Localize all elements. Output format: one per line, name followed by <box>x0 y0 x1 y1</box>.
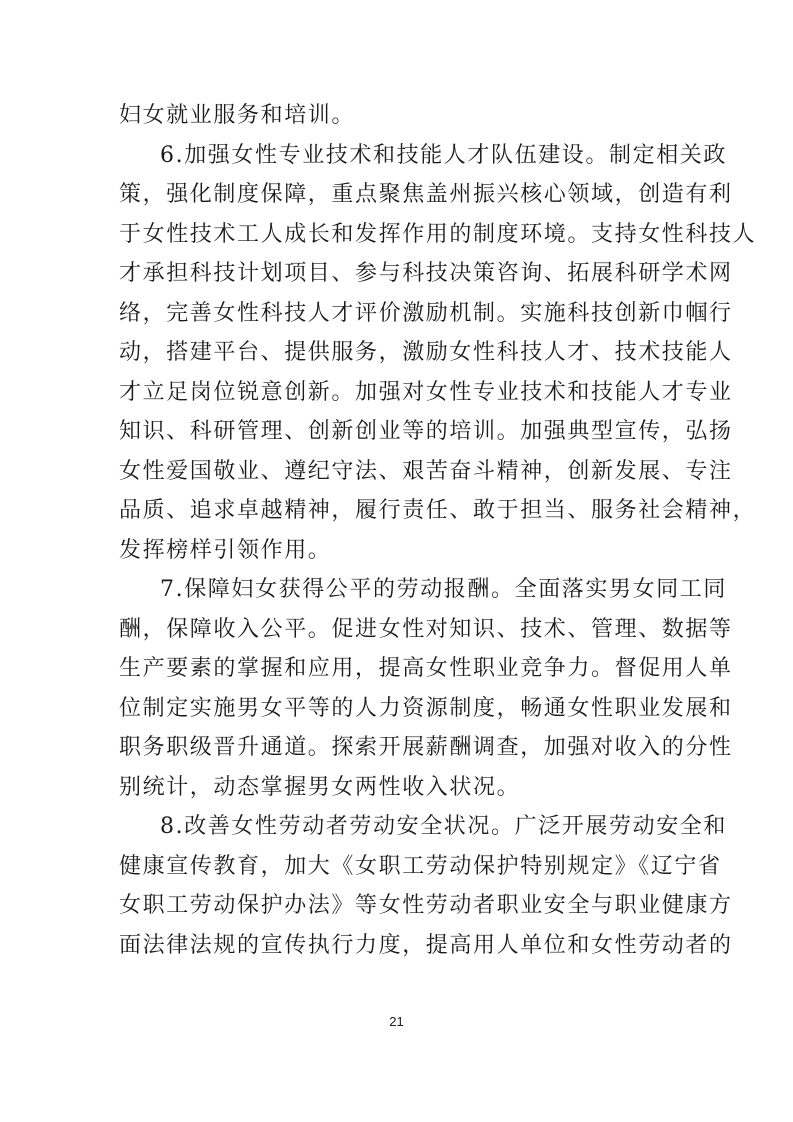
text-line: 才立足岗位锐意创新。加强对女性专业技术和技能人才专业 <box>119 379 733 405</box>
text-line: 策，强化制度保障，重点聚焦盖州振兴核心领域，创造有利 <box>119 182 733 207</box>
text-line: 女职工劳动保护办法》等女性劳动者职业安全与职业健康方 <box>119 893 733 918</box>
text-line: 女性爱国敬业、遵纪守法、艰苦奋斗精神，创新发展、专注 <box>119 458 733 484</box>
paragraph-6-heading-line: 6.加强女性专业技术和技能人才队伍建设。制定相关政 <box>160 142 727 168</box>
text-line: 动，搭建平台、提供服务，激励女性科技人才、技术技能人 <box>119 340 733 365</box>
text-line: 位制定实施男女平等的人力资源制度，畅通女性职业发展和 <box>119 695 733 721</box>
text-line: 酬，保障收入公平。促进女性对知识、技术、管理、数据等 <box>119 616 733 642</box>
text-line: 别统计，动态掌握男女两性收入状况。 <box>119 774 521 800</box>
text-line: 健康宣传教育，加大《女职工劳动保护特别规定》《辽宁省 <box>119 853 722 879</box>
paragraph-8-heading-line: 8.改善女性劳动者劳动安全状况。广泛开展劳动安全和 <box>160 814 727 839</box>
text-line: 职务职级晋升通道。探索开展薪酬调查，加强对收入的分性 <box>119 735 733 760</box>
text-line: 于女性技术工人成长和发挥作用的制度环境。支持女性科技人 <box>119 221 757 247</box>
text-line: 品质、追求卓越精神，履行责任、敢于担当、服务社会精神， <box>119 498 757 523</box>
document-body <box>119 96 757 965</box>
text-line: 发挥榜样引领作用。 <box>119 537 332 563</box>
text-line: 生产要素的掌握和应用，提高女性职业竞争力。督促用人单 <box>119 656 733 681</box>
text-line: 知识、科研管理、创新创业等的培训。加强典型宣传，弘扬 <box>119 419 733 444</box>
text-line: 妇女就业服务和培训。 <box>119 103 356 128</box>
text-line: 才承担科技计划项目、参与科技决策咨询、拓展科研学术网 <box>119 261 733 286</box>
text-line: 络，完善女性科技人才评价激励机制。实施科技创新巾帼行 <box>119 300 733 326</box>
page-number: 21 <box>389 1014 404 1029</box>
paragraph-7-heading-line: 7.保障妇女获得公平的劳动报酬。全面落实男女同工同 <box>160 577 727 602</box>
text-line: 面法律法规的宣传执行力度，提高用人单位和女性劳动者的 <box>119 932 733 958</box>
